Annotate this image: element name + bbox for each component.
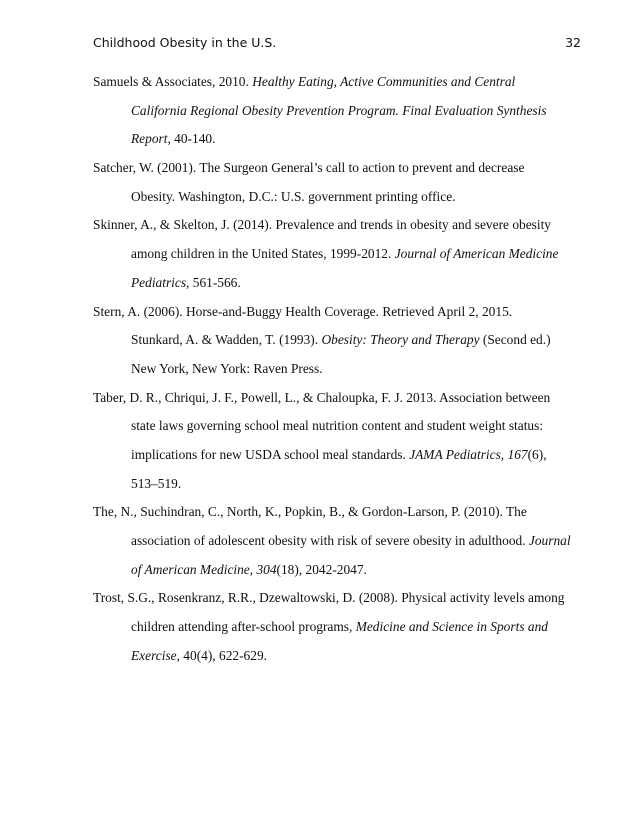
reference-text: New York, New York: Raven Press. — [131, 360, 323, 376]
reference-entry — [93, 211, 563, 297]
reference-text: Trost, S.G., Rosenkranz, R.R., Dzewaltowski, D. (2008). Physical activity levels among — [93, 590, 565, 606]
reference-text: The, N., Suchindran, C., North, K., Popkin, B., & Gordon-Larson, P. (2010). The — [93, 504, 527, 520]
reference-line — [93, 68, 563, 97]
italic-text: Pediatrics — [131, 274, 187, 290]
reference-text: association of adolescent obesity with risk of severe obesity in adulthood. — [131, 533, 529, 548]
reference-list — [93, 68, 571, 670]
reference-text: 513–519. — [131, 475, 182, 491]
reference-line — [93, 154, 563, 183]
reference-text: Stern, A. (2006). Horse-and-Buggy Health Coverage. Retrieved April 2, 2015. — [93, 303, 513, 319]
reference-line — [93, 326, 563, 355]
reference-entry — [93, 326, 563, 383]
running-title: Childhood Obesity in the U.S. — [93, 35, 277, 50]
reference-line — [93, 211, 563, 240]
reference-line — [93, 412, 563, 441]
reference-text: , 40-140. — [167, 131, 216, 147]
running-head — [93, 35, 581, 55]
reference-text: , 561-566. — [186, 274, 241, 290]
reference-line — [93, 97, 563, 126]
italic-text: Medicine and Science in Sports and — [355, 619, 548, 635]
reference-line — [93, 613, 563, 642]
italic-text: Healthy Eating, Active Communities and Central — [252, 74, 516, 89]
reference-line — [93, 298, 563, 327]
reference-text: state laws governing school meal nutrition content and student weight status: — [131, 418, 544, 434]
reference-line — [93, 470, 563, 499]
reference-entry — [93, 154, 563, 211]
italic-text: 167 — [507, 446, 528, 462]
reference-text: children attending after-school programs, — [131, 619, 356, 635]
italic-text: of American Medicine, 304 — [131, 561, 277, 577]
italic-text: Journal of American Medicine — [394, 246, 559, 262]
italic-text: California Regional Obesity Prevention Program. Final Evaluation Synthesis — [131, 102, 547, 118]
reference-line — [93, 441, 563, 470]
reference-text: , 40(4), 622-629. — [176, 647, 267, 663]
reference-text: (6), — [527, 446, 547, 462]
page-number: 32 — [565, 35, 581, 50]
reference-text: Satcher, W. (2001). The Surgeon General’s call to action to prevent and decrease — [93, 160, 525, 176]
reference-entry — [93, 384, 563, 499]
reference-line — [93, 527, 571, 556]
reference-entry — [93, 298, 563, 327]
reference-text: Skinner, A., & Skelton, J. (2014). Prevalence and trends in obesity and severe obesity — [93, 217, 552, 233]
reference-line — [93, 584, 563, 613]
reference-line — [93, 240, 563, 269]
reference-line — [93, 183, 563, 212]
reference-line — [93, 269, 563, 298]
reference-line — [93, 384, 563, 413]
reference-text: implications for new USDA school meal standards. — [131, 446, 410, 462]
italic-text: Exercise — [131, 647, 177, 663]
reference-text: , — [500, 446, 508, 462]
reference-entry — [93, 584, 563, 670]
italic-text: Journal — [528, 533, 571, 548]
reference-line — [93, 498, 563, 527]
reference-entry — [93, 498, 571, 584]
reference-text: Taber, D. R., Chriqui, J. F., Powell, L., & Chaloupka, F. J. 2013. Association between — [93, 389, 551, 405]
reference-line — [93, 125, 563, 154]
reference-text: among children in the United States, 1999-2012. — [131, 246, 395, 262]
italic-text: Report — [131, 131, 168, 147]
reference-entry — [93, 68, 563, 154]
reference-line — [93, 355, 563, 384]
reference-line — [93, 556, 563, 585]
reference-text: (18), 2042-2047. — [276, 561, 367, 577]
italic-text: Obesity: Theory and Therapy — [321, 332, 480, 348]
reference-text: Stunkard, A. & Wadden, T. (1993). — [131, 332, 322, 348]
reference-line — [93, 642, 563, 671]
italic-text: JAMA Pediatrics — [409, 446, 501, 462]
reference-text: (Second ed.) — [479, 332, 551, 348]
reference-text: Samuels & Associates, 2010. — [93, 74, 253, 89]
reference-text: Obesity. Washington, D.C.: U.S. government printing office. — [131, 188, 456, 204]
